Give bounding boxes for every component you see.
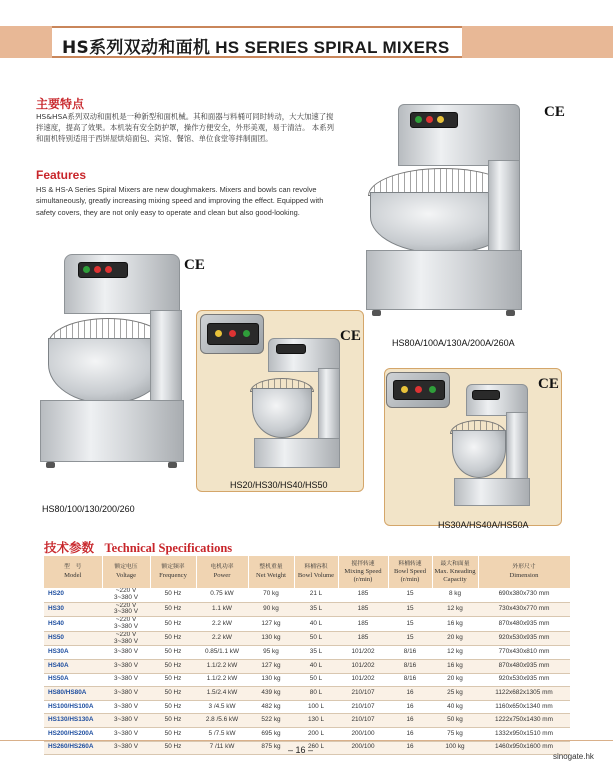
spec-cell-voltage: [102, 588, 150, 602]
page-title: [62, 33, 449, 58]
spec-header-cn: 额定频率: [161, 564, 185, 571]
spec-cell-weight: 875 kg: [248, 741, 294, 755]
spec-cell-power: 2.2 kW: [196, 617, 248, 632]
spec-voltage-line: 3~380 V: [114, 637, 138, 645]
spec-cell-voltage: 3~380 V: [102, 727, 150, 741]
spec-cell-frequency: 50 Hz: [150, 631, 196, 646]
spec-header-cell: [478, 556, 570, 588]
features-cn-heading: 主要特点: [36, 97, 85, 111]
spec-voltage-line: ~220 V: [115, 616, 137, 624]
spec-cell-weight: 70 kg: [248, 588, 294, 602]
spec-row: [44, 727, 570, 741]
spec-cell-capacity: 12 kg: [432, 646, 478, 660]
spec-voltage-line: ~220 V: [115, 588, 137, 594]
spec-cell-weight: 127 kg: [248, 617, 294, 632]
spec-cell-frequency: 50 Hz: [150, 646, 196, 660]
spec-header-en: Dimension: [509, 572, 539, 579]
caption-hs80-series: HS80/100/130/200/260: [42, 504, 135, 514]
spec-cell-frequency: 50 Hz: [150, 602, 196, 617]
spec-header-en: Voltage: [115, 572, 137, 579]
spec-cell-mixing: 185: [338, 602, 388, 617]
spec-cell-capacity: 8 kg: [432, 588, 478, 602]
spec-cell-frequency: 50 Hz: [150, 687, 196, 701]
spec-cell-bowl: 16: [388, 687, 432, 701]
spec-cell-voltage: [102, 602, 150, 617]
spec-cell-volume: 40 L: [294, 617, 338, 632]
spec-cell-model: HS50: [44, 631, 102, 646]
spec-cell-power: 1.1/2.2 kW: [196, 673, 248, 687]
spec-cell-volume: 100 L: [294, 700, 338, 714]
ce-mark-4: CE: [538, 376, 559, 392]
spec-cell-mixing: 210/107: [338, 687, 388, 701]
spec-cell-capacity: 25 kg: [432, 687, 478, 701]
page-title-cn: HS系列双动和面机: [62, 38, 211, 58]
spec-cell-dimension: 920x530x935 mm: [478, 631, 570, 646]
spec-header-en: Bowl Speed (r/min): [393, 568, 427, 583]
spec-cell-voltage: 3~380 V: [102, 741, 150, 755]
spec-cell-voltage: [102, 617, 150, 632]
hs30a-control-closeup: [386, 372, 450, 408]
spec-cell-frequency: 50 Hz: [150, 673, 196, 687]
spec-cell-power: 0.85/1.1 kW: [196, 646, 248, 660]
spec-cell-frequency: 50 Hz: [150, 714, 196, 728]
spec-header-cn: 最大和面量: [440, 560, 470, 567]
spec-cell-mixing: 185: [338, 617, 388, 632]
spec-cell-model: HS40A: [44, 659, 102, 673]
spec-cell-dimension: 730x430x770 mm: [478, 602, 570, 617]
spec-header-en: Mixing Speed (r/min): [344, 568, 382, 583]
spec-row: [44, 617, 570, 632]
spec-cell-capacity: 16 kg: [432, 659, 478, 673]
spec-cell-frequency: 50 Hz: [150, 727, 196, 741]
spec-cell-model: HS260/HS260A: [44, 741, 102, 755]
spec-row: [44, 673, 570, 687]
spec-cell-weight: 130 kg: [248, 631, 294, 646]
ce-mark-1: CE: [544, 104, 565, 120]
spec-cell-bowl: 16: [388, 714, 432, 728]
spec-header-cn: 额定电压: [114, 564, 138, 571]
spec-cell-mixing: 101/202: [338, 659, 388, 673]
spec-cell-mixing: 185: [338, 631, 388, 646]
spec-header-cell: [248, 556, 294, 588]
spec-cell-weight: 482 kg: [248, 700, 294, 714]
spec-header-cn: 电机功率: [210, 564, 234, 571]
spec-header-cell: [150, 556, 196, 588]
spec-header-en: Frequency: [159, 572, 187, 579]
spec-voltage-line: 3~380 V: [114, 622, 138, 630]
caption-hs30a-series: HS30A/HS40A/HS50A: [438, 520, 529, 530]
spec-cell-bowl: 8/16: [388, 646, 432, 660]
spec-cell-volume: 35 L: [294, 602, 338, 617]
spec-header-en: Max. Kneading Capacity: [434, 568, 476, 583]
spec-cell-voltage: 3~380 V: [102, 700, 150, 714]
spec-cell-volume: 50 L: [294, 631, 338, 646]
spec-cell-frequency: 50 Hz: [150, 741, 196, 755]
spec-cell-power: 2.2 kW: [196, 631, 248, 646]
site-watermark: sinogate.hk: [553, 752, 594, 761]
spec-row: [44, 714, 570, 728]
spec-cell-model: HS50A: [44, 673, 102, 687]
spec-cell-model: HS40: [44, 617, 102, 632]
spec-cell-model: HS80/HS80A: [44, 687, 102, 701]
spec-cell-weight: 127 kg: [248, 659, 294, 673]
spec-cell-voltage: 3~380 V: [102, 687, 150, 701]
spec-cell-volume: 50 L: [294, 673, 338, 687]
spec-cell-dimension: 1222x750x1430 mm: [478, 714, 570, 728]
spec-header-en: Net Weight: [256, 572, 286, 579]
spec-header-en: Power: [213, 572, 231, 579]
spec-cell-voltage: 3~380 V: [102, 714, 150, 728]
spec-header-en: Model: [64, 572, 82, 579]
spec-cell-frequency: 50 Hz: [150, 700, 196, 714]
spec-cell-model: HS130/HS130A: [44, 714, 102, 728]
spec-cell-model: HS30A: [44, 646, 102, 660]
spec-cell-weight: 130 kg: [248, 673, 294, 687]
spec-header-cell: [432, 556, 478, 588]
spec-cell-capacity: 50 kg: [432, 714, 478, 728]
features-en-body: HS & HS-A Series Spiral Mixers are new doughmakers. Mixers and bowls can revolve simultaneously, greatly increasing mixing speed and improving the effect. Equipped with safety covers, they are not only easy to operate and clean but also good-looking.: [36, 185, 324, 217]
spec-header-cell: [388, 556, 432, 588]
spec-cell-dimension: 770x430x810 mm: [478, 646, 570, 660]
spec-cell-volume: 35 L: [294, 646, 338, 660]
spec-cell-bowl: 15: [388, 588, 432, 602]
spec-header-row: [44, 556, 570, 588]
spec-cell-model: HS20: [44, 588, 102, 602]
spec-cell-capacity: 16 kg: [432, 617, 478, 632]
spec-cell-power: 2.8 /5.6 kW: [196, 714, 248, 728]
ce-mark-2: CE: [184, 257, 205, 273]
spec-cell-mixing: 200/100: [338, 727, 388, 741]
spec-cell-bowl: 16: [388, 727, 432, 741]
page-number: – 16 –: [288, 745, 314, 755]
spec-table: [44, 556, 571, 755]
spec-cell-mixing: 210/107: [338, 700, 388, 714]
spec-cell-power: 1.5/2.4 kW: [196, 687, 248, 701]
spec-cell-dimension: 1460x950x1600 mm: [478, 741, 570, 755]
spec-cell-bowl: 15: [388, 631, 432, 646]
spec-cell-weight: 439 kg: [248, 687, 294, 701]
spec-header-cell: [338, 556, 388, 588]
spec-row: [44, 646, 570, 660]
spec-cell-bowl: 8/16: [388, 673, 432, 687]
spec-cell-dimension: 690x380x730 mm: [478, 588, 570, 602]
spec-cell-bowl: 16: [388, 700, 432, 714]
spec-cell-power: 5 /7.5 kW: [196, 727, 248, 741]
spec-cell-capacity: 20 kg: [432, 631, 478, 646]
spec-cell-bowl: 16: [388, 741, 432, 755]
spec-cell-weight: 695 kg: [248, 727, 294, 741]
caption-hs80a-series: HS80A/100A/130A/200A/260A: [392, 338, 515, 348]
spec-header-cn: 型 号: [64, 564, 82, 571]
specs-heading-en: Technical Specifications: [104, 541, 233, 555]
spec-cell-capacity: 20 kg: [432, 673, 478, 687]
spec-cell-voltage: 3~380 V: [102, 646, 150, 660]
spec-cell-power: 1.1 kW: [196, 602, 248, 617]
spec-voltage-line: ~220 V: [115, 602, 137, 609]
spec-cell-dimension: 1332x950x1510 mm: [478, 727, 570, 741]
spec-row: [44, 588, 570, 602]
spec-cell-power: 3 /4.5 kW: [196, 700, 248, 714]
spec-header-cn: 料桶容积: [304, 564, 328, 571]
spec-cell-dimension: 1122x682x1305 mm: [478, 687, 570, 701]
spec-cell-frequency: 50 Hz: [150, 588, 196, 602]
spec-cell-power: 1.1/2.2 kW: [196, 659, 248, 673]
features-en-heading: Features: [36, 168, 87, 182]
spec-cell-weight: 522 kg: [248, 714, 294, 728]
spec-cell-mixing: 101/202: [338, 673, 388, 687]
spec-cell-power: 0.75 kW: [196, 588, 248, 602]
spec-cell-dimension: 870x480x935 mm: [478, 659, 570, 673]
spec-cell-capacity: 40 kg: [432, 700, 478, 714]
spec-header-cn: 搅拌转速: [351, 560, 375, 567]
spec-cell-volume: 260 L: [294, 741, 338, 755]
spec-header-cell: [44, 556, 102, 588]
spec-row: [44, 687, 570, 701]
spec-cell-dimension: 1160x650x1340 mm: [478, 700, 570, 714]
page-title-en: HS SERIES SPIRAL MIXERS: [215, 38, 450, 57]
specs-heading: [44, 538, 232, 557]
spec-header-cell: [196, 556, 248, 588]
spec-cell-mixing: 200/100: [338, 741, 388, 755]
spec-cell-model: HS100/HS100A: [44, 700, 102, 714]
spec-voltage-line: 3~380 V: [114, 593, 138, 601]
spec-cell-weight: 95 kg: [248, 646, 294, 660]
ce-mark-3: CE: [340, 328, 361, 344]
spec-cell-mixing: 210/107: [338, 714, 388, 728]
spec-header-cell: [294, 556, 338, 588]
features-cn-body: HS&HSA系列双动和面机是一种新型和面机械。其和面器与料桶可同时转动，大大加速了搅拌速度，提高了效果。本机装有安全防护罩，操作方便安全，外形美观，易于清洁。 本系列和面机特别适用于西饼屋烘焙面包、宾馆、餐馆、单位食堂等拌制面团。: [36, 112, 334, 143]
spec-cell-mixing: 101/202: [338, 646, 388, 660]
footer-divider: [0, 740, 613, 741]
spec-cell-dimension: 870x480x935 mm: [478, 617, 570, 632]
spec-row: [44, 700, 570, 714]
spec-cell-volume: 80 L: [294, 687, 338, 701]
spec-cell-bowl: 15: [388, 617, 432, 632]
spec-cell-volume: 40 L: [294, 659, 338, 673]
spec-table-body: [44, 588, 570, 755]
spec-header-cell: [102, 556, 150, 588]
spec-cell-mixing: 185: [338, 588, 388, 602]
hs20-control-closeup: [200, 314, 264, 354]
spec-cell-voltage: 3~380 V: [102, 673, 150, 687]
spec-cell-volume: 200 L: [294, 727, 338, 741]
spec-cell-volume: 21 L: [294, 588, 338, 602]
spec-voltage-line: 3~380 V: [114, 608, 138, 616]
spec-voltage-line: ~220 V: [115, 631, 137, 638]
spec-header-cn: 整机重量: [259, 564, 283, 571]
spec-cell-bowl: 8/16: [388, 659, 432, 673]
spec-row: [44, 631, 570, 646]
caption-hs20-series: HS20/HS30/HS40/HS50: [230, 480, 328, 490]
spec-cell-voltage: 3~380 V: [102, 659, 150, 673]
spec-row: [44, 602, 570, 617]
spec-cell-frequency: 50 Hz: [150, 617, 196, 632]
spec-header-cn: 外形尺寸: [512, 564, 536, 571]
spec-cell-capacity: 12 kg: [432, 602, 478, 617]
spec-cell-bowl: 15: [388, 602, 432, 617]
spec-cell-dimension: 920x530x935 mm: [478, 673, 570, 687]
spec-cell-power: 7 /11 kW: [196, 741, 248, 755]
spec-row: [44, 659, 570, 673]
spec-cell-weight: 90 kg: [248, 602, 294, 617]
spec-cell-model: HS200/HS200A: [44, 727, 102, 741]
spec-cell-capacity: 75 kg: [432, 727, 478, 741]
spec-cell-model: HS30: [44, 602, 102, 617]
spec-header-en: Bowl Volume: [297, 572, 335, 579]
spec-header-cn: 料桶转速: [398, 560, 422, 567]
spec-cell-capacity: 100 kg: [432, 741, 478, 755]
spec-cell-volume: 130 L: [294, 714, 338, 728]
spec-cell-voltage: [102, 631, 150, 646]
specs-heading-cn: 技术参数: [44, 540, 95, 555]
spec-cell-frequency: 50 Hz: [150, 659, 196, 673]
